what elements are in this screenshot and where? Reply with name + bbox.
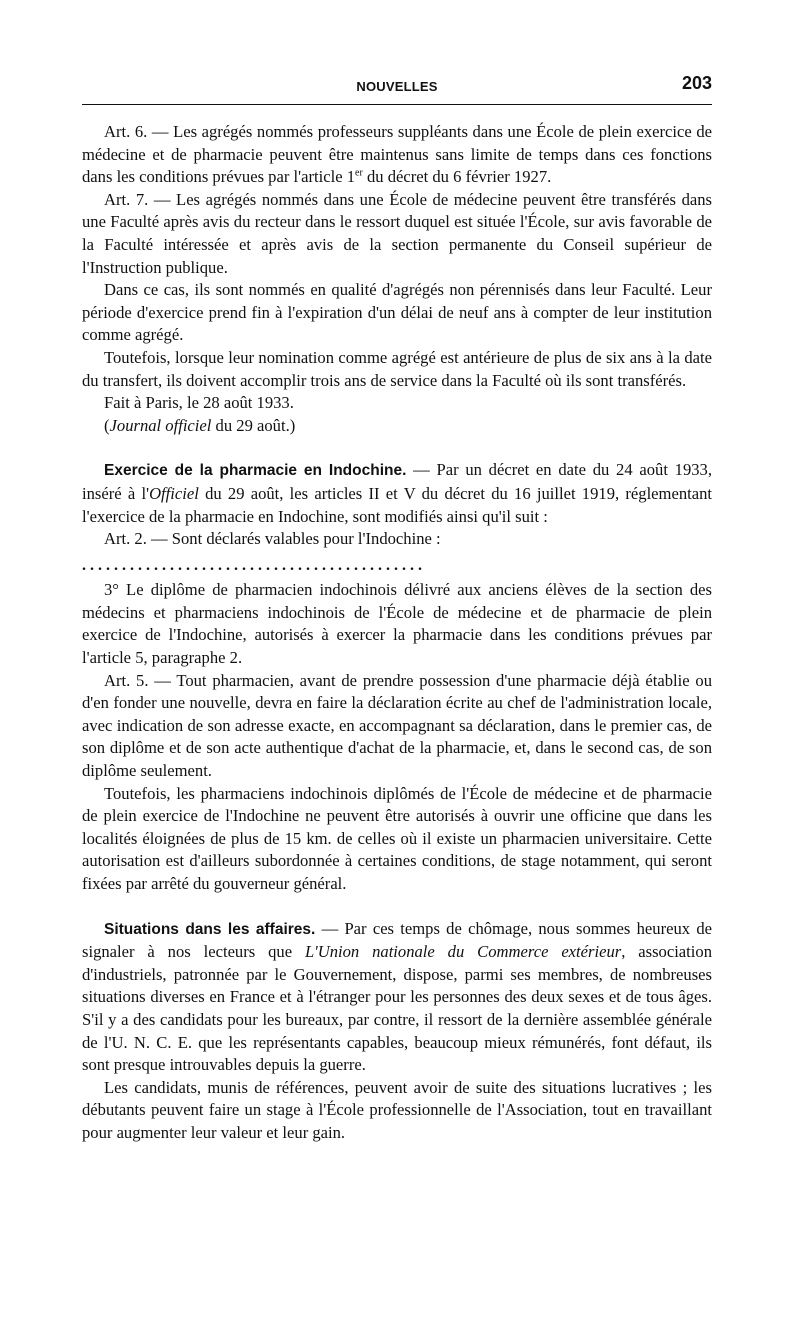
page-number: 203 <box>681 73 712 93</box>
affaires-section-title: Situations dans les affaires. <box>104 920 316 938</box>
document-page <box>82 74 712 1145</box>
seniority-paragraph: Toutefois, lorsque leur nomination comme agrégé est antérieure de plus de six ans à la date du transfert, ils doivent accomplir trois ans de service dans la Faculté où ils sont transférés. <box>82 347 712 390</box>
page-header <box>82 74 712 98</box>
header-rule <box>82 104 712 105</box>
affaires-section <box>82 918 712 1145</box>
diploma-paragraph: 3° Le diplôme de pharmacien indochinois délivré aux anciens élèves de la section des médecins et pharmaciens indochinois de l'École de médecine et de pharmacie de plein exercice de l'Indochine, autorisés à exercer la pharmacie dans les conditions prévues par l'article 5, paragraphe 2. <box>82 580 712 668</box>
article-6-paragraph <box>82 121 712 189</box>
source-line <box>82 415 712 438</box>
ellipsis-dots-line: . . . . . . . . . . . . . . . . . . . . . . . . . . . . . . . . . . . . . . . . . . . <box>82 556 422 574</box>
article-6-superscript: er <box>355 167 363 179</box>
article-5-paragraph: Art. 5. — Tout pharmacien, avant de prendre possession d'une pharmacie déjà établie ou d'en fonder une nouvelle, devra en faire la déclaration écrite au chef de l'administration locale, avec indication de son adresse exacte, en accompagnant sa déclaration, dans le premier cas, de son diplôme et de son acte authentique d'achat de la pharmacie, et, dans le second cas, de son diplôme seulement. <box>82 670 712 781</box>
indochine-intro-b: du 29 août, les articles II et V du décret du 16 juillet 1919, réglementant l'exercice de la pharmacie en Indochine, sont modifiés ainsi qu'il suit : <box>82 483 712 526</box>
article-6-end: du décret du 6 février 1927. <box>362 167 552 187</box>
source-journal: Journal officiel <box>109 415 212 435</box>
indochine-section-title: Exercice de la pharmacie en Indochine. <box>104 462 407 480</box>
article-7-paragraph: Art. 7. — Les agrégés nommés dans une École de médecine peuvent être transférés dans une Faculté après avis du recteur dans le ressort duquel est située l'École, sur avis favorable de la Faculté intéressée et après avis de la section permanente du Conseil supérieur de l'Instruction publique. <box>82 189 712 277</box>
signature-line: Fait à Paris, le 28 août 1933. <box>104 393 294 413</box>
source-prefix: ( <box>104 415 110 435</box>
affaires-intro-paragraph <box>82 918 712 1077</box>
indochine-intro-paragraph <box>82 459 712 528</box>
indochine-officiel: Officiel <box>149 483 199 503</box>
indochine-intro-a: — Par un décret en date du 24 août 1933, inséré à l' <box>82 460 713 503</box>
running-title: NOUVELLES <box>356 79 438 94</box>
union-name: L'Union nationale du Commerce extérieur <box>304 942 622 962</box>
indochine-section <box>82 459 712 895</box>
transfer-case-paragraph: Dans ce cas, ils sont nommés en qualité d'agrégés non pérennisés dans leur Faculté. Leur période d'exercice prend fin à l'expiration d'un délai de neuf ans à compter de leur institution comme agrégé. <box>82 280 712 345</box>
candidates-paragraph: Les candidats, munis de références, peuvent avoir de suite des situations lucratives ; les débutants peuvent faire un stage à l'École professionnelle de l'Association, tout en travaillant pour augmenter leur valeur et leur gain. <box>82 1077 712 1142</box>
affaires-intro-b: , association d'industriels, patronnée par le Gouvernement, dispose, parmi ses membres, de nombreuses situations diverses en France et à l'étranger pour les personnes des deux sexes et de tous âges. S'il y a des candidats pour les bureaux, par contre, il ressort de la dernière assemblée générale de l'U. N. C. E. que les représentants capables, beaucoup mieux rémunérés, font défaut, ils sont presque introuvables depuis la guerre. <box>82 942 712 1075</box>
article-2-paragraph: Art. 2. — Sont déclarés valables pour l'Indochine : <box>104 529 441 549</box>
source-rest: du 29 août.) <box>211 415 296 435</box>
indochinese-pharmacists-paragraph: Toutefois, les pharmaciens indochinois diplômés de l'École de médecine et de pharmacie de plein exercice de l'Indochine ne peuvent être autorisés à ouvrir une officine que dans les localités éloignées de plus de 15 km. de celles où il existe un pharmacien universitaire. Cette autorisation est d'ailleurs subordonnée à certaines conditions, de stage notamment, qui seront fixées par arrêté du gouverneur général. <box>82 783 712 893</box>
article-6-text: Art. 6. — Les agrégés nommés professeurs suppléants dans une École de plein exercice de médecine et de pharmacie peuvent être maintenus sans limite de temps dans ces fonctions dans les conditions prévues par l'article 1 <box>82 122 712 187</box>
affaires-intro-a: — Par ces temps de chômage, nous sommes heureux de signaler à nos lecteurs que <box>82 918 712 962</box>
